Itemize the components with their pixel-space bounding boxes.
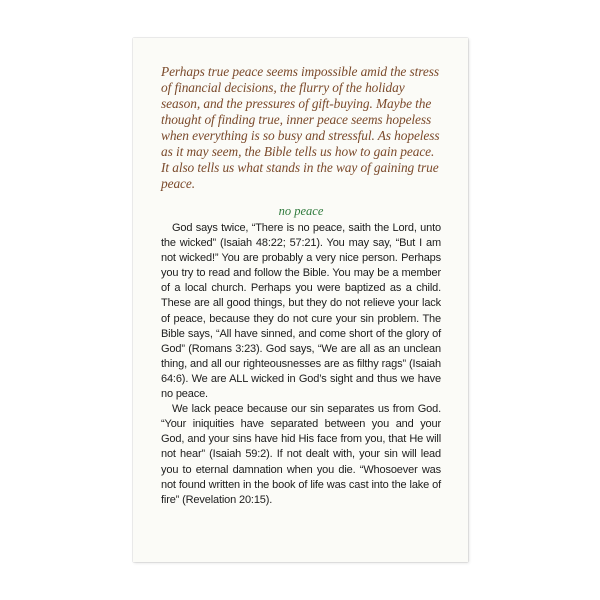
body-paragraph-2: We lack peace because our sin separates us from God. “Your iniquities have separated between you and your God, and your sins have hid His face from you, that He will not hear” (Isaiah 59:2). If not dealt with, your sin will lead you to eternal damnation when you die. “Whosoever was not found written in the book of life was cast into the lake of fire” (Revelation 20:15). [161, 403, 441, 506]
tract-card [133, 38, 468, 562]
body-paragraph-1: God says twice, “There is no peace, saith the Lord, unto the wicked” (Isaiah 48:22; 57:21). You may say, “But I am not wicked!” You are probably a very nice person. Perhaps you try to read and follow the Bible. You may be a member of a local church. Perhaps you were baptized as a child. These are all good things, but they do not relieve your lack of peace, because they do not cure your sin problem. The Bible says, “All have sinned, and come short of the glory of God” (Romans 3:23). God says, “We are all as an unclean thing, and all our righteousnesses are as filthy rags” (Isaiah 64:6). We are ALL wicked in God’s sight and thus we have no peace. [161, 222, 441, 401]
intro-paragraph: Perhaps true peace seems impossible amid the stress of financial decisions, the flurry of the holiday season, and the pressures of gift-buying. Maybe the thought of finding true, inner peace seems hopeless when everything is so busy and stressful. As hopeless as it may seem, the Bible tells us how to gain peace. It also tells us what stands in the way of gaining true peace. [161, 64, 440, 191]
section-heading: no peace [278, 204, 324, 218]
